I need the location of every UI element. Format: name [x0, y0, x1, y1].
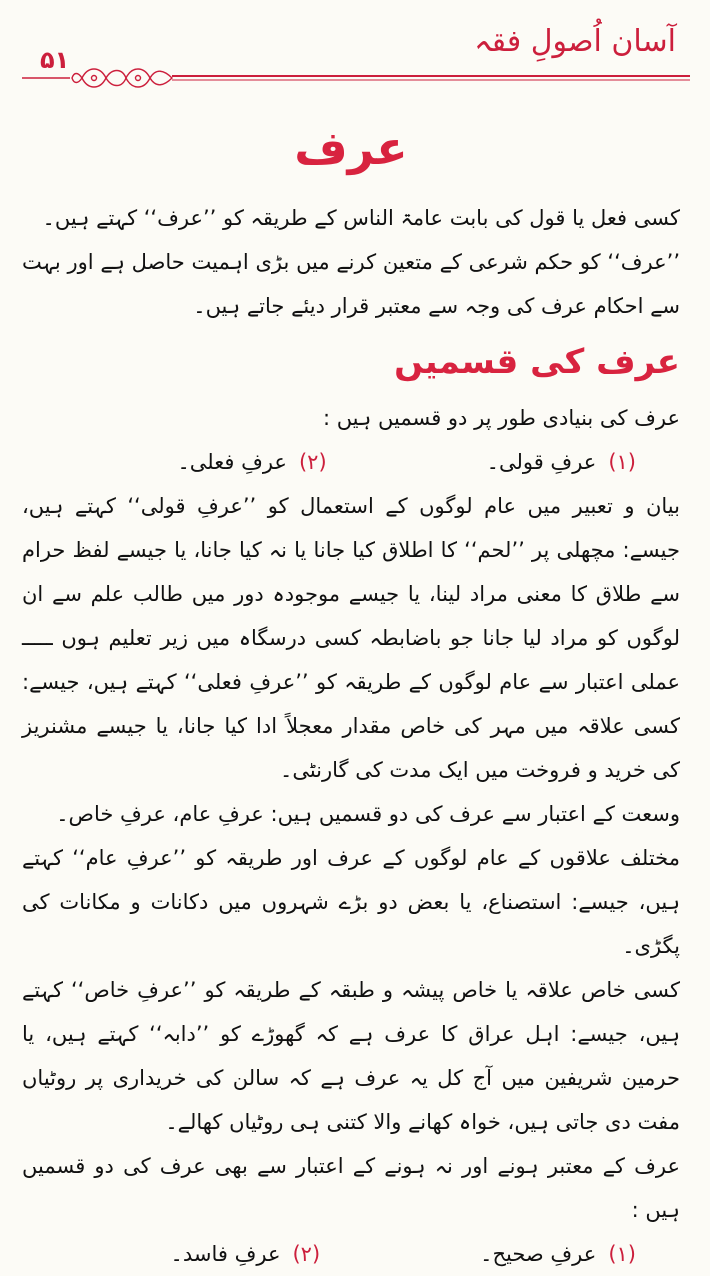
list-item-text: عرفِ فعلی۔: [177, 450, 287, 474]
list-number: (۱): [608, 1242, 636, 1266]
list-number: (۲): [298, 450, 327, 474]
paragraph-scope: وسعت کے اعتبار سے عرف کی دو قسمیں ہیں: عرفِ عام، عرفِ خاص۔: [56, 802, 680, 826]
list-item: [480, 1232, 636, 1276]
paragraph-urf-aam: مختلف علاقوں کے عام لوگوں کے عرف اور طریقہ کو ’’عرفِ عام‘‘ کہتے ہیں، جیسے: استصناع، یا بعض دو بڑے شہروں میں دکانات و مکانات کی پگڑی۔: [22, 846, 680, 958]
types-list-1: [22, 440, 680, 484]
types-list-2: [22, 1232, 680, 1276]
list-item-text: عرفِ فاسد۔: [170, 1242, 281, 1266]
list-item: [177, 440, 326, 484]
paragraph-importance: ’’عرف‘‘ کو حکم شرعی کے متعین کرنے میں بڑی اہمیت حاصل ہے اور بہت سے احکام عرف کی وجہ سے معتبر قرار دیئے جاتے ہیں۔: [22, 250, 680, 318]
paragraph-basic-types: عرف کی بنیادی طور پر دو قسمیں ہیں :: [322, 406, 680, 430]
list-number: (۲): [292, 1242, 321, 1266]
list-number: (۱): [608, 450, 636, 474]
list-item-text: عرفِ صحیح۔: [480, 1242, 597, 1266]
paragraph-validity: عرف کے معتبر ہونے اور نہ ہونے کے اعتبار سے بھی عرف کی دو قسمیں ہیں :: [22, 1154, 680, 1222]
list-item: [171, 1232, 321, 1276]
paragraph-qauli-fili: بیان و تعبیر میں عام لوگوں کے استعمال کو ’’عرفِ قولی‘‘ کہتے ہیں، جیسے: مچھلی پر ’’لحم‘‘ کا اطلاق کیا جانا یا نہ کیا جانا، یا جیسے لفظ حرام سے طلاق کا معنی مراد لینا، یا جیسے موجودہ دور میں طالب علم سے ان لوگوں کو مراد لیا جانا جو باضابطہ کسی درسگاہ میں زیر تعلیم ہوں ـــــ عملی اعتبار سے عام لوگوں کے طریقہ کو ’’عرفِ فعلی‘‘ کہتے ہیں، جیسے: کسی علاقہ میں مہر کی خاص مقدار معجلاً ادا کیا جانا، یا جیسے مشنریز کی خرید و فروخت میں ایک مدت کی گارنٹی۔: [22, 494, 680, 782]
paragraph-definition: کسی فعل یا قول کی بابت عامۃ الناس کے طریقہ کو ’’عرف‘‘ کہتے ہیں۔: [42, 206, 680, 230]
page-body: [22, 100, 680, 1276]
list-item: [487, 440, 636, 484]
header-ornament-rule: [22, 56, 690, 96]
list-item-text: عرفِ قولی۔: [486, 450, 597, 474]
chapter-title: عرف: [294, 121, 408, 175]
page-number: ۵۱: [40, 46, 70, 74]
section-heading: عرف کی قسمیں: [394, 342, 680, 382]
page-header: [22, 16, 690, 96]
book-title: آسان اُصولِ فقہ: [474, 24, 676, 59]
paragraph-urf-khas: کسی خاص علاقہ یا خاص پیشہ و طبقہ کے طریقہ کو ’’عرفِ خاص‘‘ کہتے ہیں، جیسے: اہل عراق کا عرف ہے کہ گھوڑے کو ’’دابہ‘‘ کہتے ہیں، یا حرمین شریفین میں آج کل یہ عرف ہے کہ سالن کی خریداری پر روٹیاں مفت دی جاتی ہیں، خواہ کھانے والا کتنی ہی روٹیاں کھالے۔: [22, 978, 680, 1134]
